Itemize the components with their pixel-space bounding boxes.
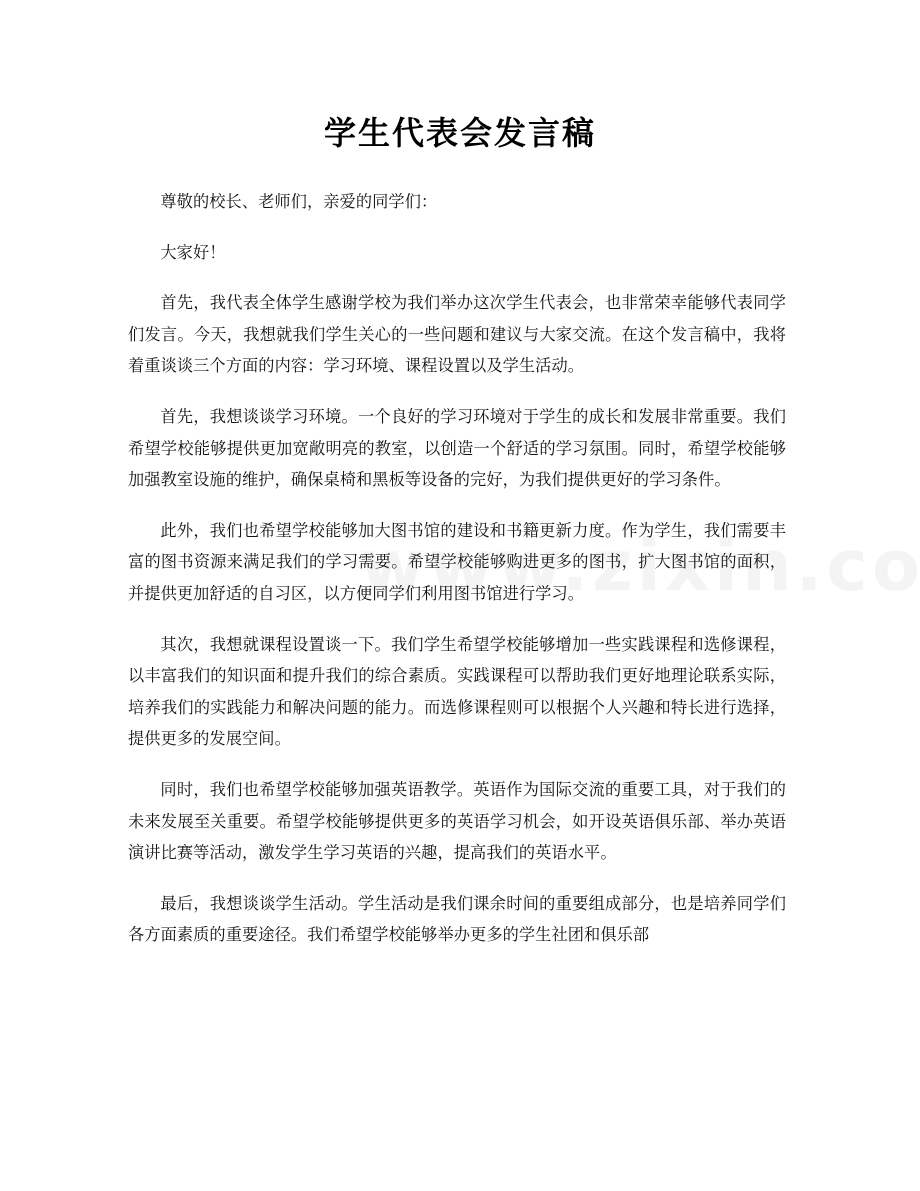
document-title: 学生代表会发言稿 xyxy=(323,114,596,152)
paragraph-activities: 最后，我想谈谈学生活动。学生活动是我们课余时间的重要组成部分，也是培养同学们各方面素质的重要途径。我们希望学校能够举办更多的学生社团和俱乐部 xyxy=(128,893,786,945)
paragraph-curriculum: 其次，我想就课程设置谈一下。我们学生希望学校能够增加一些实践课程和选修课程，以丰富我们的知识面和提升我们的综合素质。实践课程可以帮助我们更好地理论联系实际，培养我们的实践能力和解决问题的能力。而选修课程则可以根据个人兴趣和特长进行选择，提供更多的发展空间。 xyxy=(128,634,786,749)
paragraph-learning-environment: 首先，我想谈谈学习环境。一个良好的学习环境对于学生的成长和发展非常重要。我们希望学校能够提供更加宽敞明亮的教室，以创造一个舒适的学习氛围。同时，希望学校能够加强教室设施的维护，确保桌椅和黑板等设备的完好，为我们提供更好的学习条件。 xyxy=(128,406,786,490)
greeting: 大家好！ xyxy=(160,242,226,262)
paragraph-intro: 首先，我代表全体学生感谢学校为我们举办这次学生代表会，也非常荣幸能够代表同学们发言。今天，我想就我们学生关心的一些问题和建议与大家交流。在这个发言稿中，我将着重谈谈三个方面的内容：学习环境、课程设置以及学生活动。 xyxy=(128,293,786,376)
paragraph-library: 此外，我们也希望学校能够加大图书馆的建设和书籍更新力度。作为学生，我们需要丰富的图书资源来满足我们的学习需要。希望学校能够购进更多的图书，扩大图书馆的面积，并提供更加舒适的自习区，以方便同学们利用图书馆进行学习。 xyxy=(128,520,786,603)
document-body xyxy=(128,186,786,970)
salutation: 尊敬的校长、老师们，亲爱的同学们： xyxy=(160,192,438,211)
paragraph-english: 同时，我们也希望学校能够加强英语教学。英语作为国际交流的重要工具，对于我们的未来发展至关重要。希望学校能够提供更多的英语学习机会，如开设英语俱乐部、举办英语演讲比赛等活动，激发学生学习英语的兴趣，提高我们的英语水平。 xyxy=(128,779,786,863)
